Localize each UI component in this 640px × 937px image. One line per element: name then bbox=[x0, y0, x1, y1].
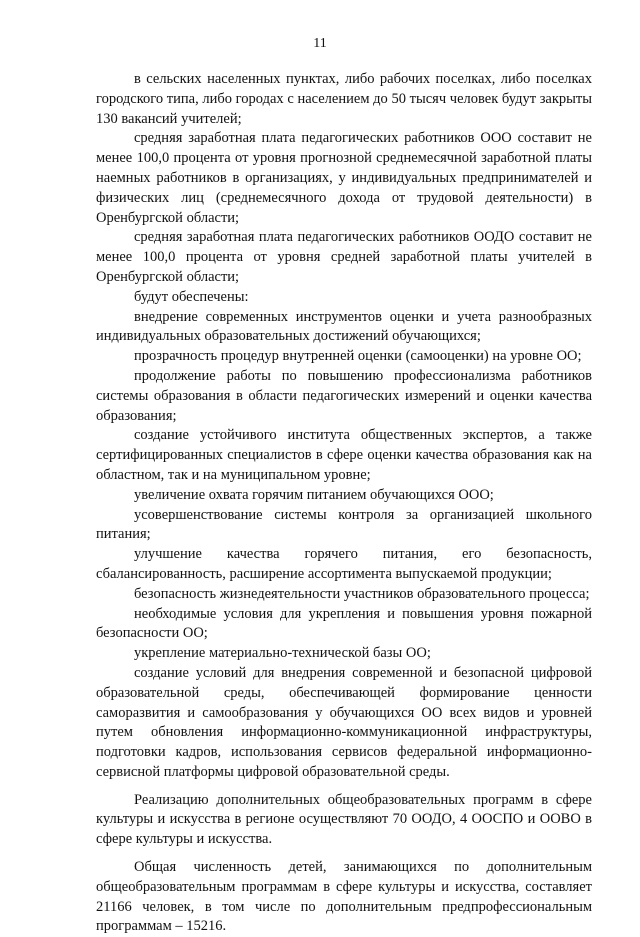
paragraph: создание условий для внедрения современной и безопасной цифровой образовательной среды, обеспечивающей формирование ценности саморазвития и самообразования у обучающихся ОО всех видов и уровней путем обновления информационно-коммуникационной инфраструктуры, подготовки кадров, использования сервисов федеральной информационно-сервисной платформы цифровой образовательной среды. bbox=[96, 664, 592, 780]
paragraph: Общая численность детей, занимающихся по дополнительным общеобразовательным программам в сфере культуры и искусства, составляет 21166 человек, в том числе по дополнительным предпрофессиональным программам – 15216. bbox=[96, 859, 592, 935]
paragraph: внедрение современных инструментов оценки и учета разнообразных индивидуальных образовательных достижений обучающихся; bbox=[96, 308, 592, 345]
paragraph: необходимые условия для укрепления и повышения уровня пожарной безопасности ОО; bbox=[96, 605, 592, 642]
paragraph: усовершенствование системы контроля за организацией школьного питания; bbox=[96, 506, 592, 543]
paragraph: Реализацию дополнительных общеобразовательных программ в сфере культуры и искусства в регионе осуществляют 70 ООДО, 4 ООСПО и ООВО в сфере культуры и искусства. bbox=[96, 791, 592, 848]
paragraph: будут обеспечены: bbox=[134, 288, 249, 305]
paragraph: улучшение качества горячего питания, его безопасность, сбалансированность, расширение ассортимента выпускаемой продукции; bbox=[96, 546, 592, 582]
paragraph: создание устойчивого института общественных экспертов, а также сертифицированных специалистов в сфере оценки качества образования как на областном, так и на муниципальном уровне; bbox=[96, 427, 592, 483]
page-number: 11 bbox=[313, 36, 327, 51]
paragraph: средняя заработная плата педагогических работников ООО составит не менее 100,0 процента от уровня прогнозной среднемесячной заработной платы наемных работников в организациях, у индивидуальных предпринимателей и физических лиц (среднемесячного дохода от трудовой деятельности) в Оренбургской области; bbox=[96, 130, 592, 226]
paragraph: средняя заработная плата педагогических работников ООДО составит не менее 100,0 процента от уровня средней заработной платы учителей в Оренбургской области; bbox=[96, 229, 592, 285]
paragraph: укрепление материально-технической базы ОО; bbox=[134, 645, 431, 662]
paragraph: в сельских населенных пунктах, либо рабочих поселках, либо поселках городского типа, либо городах с населением до 50 тысяч человек будут закрыты 130 вакансий учителей; bbox=[96, 71, 592, 127]
paragraph: увеличение охвата горячим питанием обучающихся ООО; bbox=[134, 486, 494, 503]
paragraph: продолжение работы по повышению профессионализма работников системы образования в области педагогических измерений и оценки качества образования; bbox=[96, 367, 592, 424]
paragraph: прозрачность процедур внутренней оценки (самооценки) на уровне ОО; bbox=[134, 348, 582, 365]
document-body bbox=[96, 70, 592, 937]
paragraph: безопасность жизнедеятельности участников образовательного процесса; bbox=[134, 585, 590, 602]
